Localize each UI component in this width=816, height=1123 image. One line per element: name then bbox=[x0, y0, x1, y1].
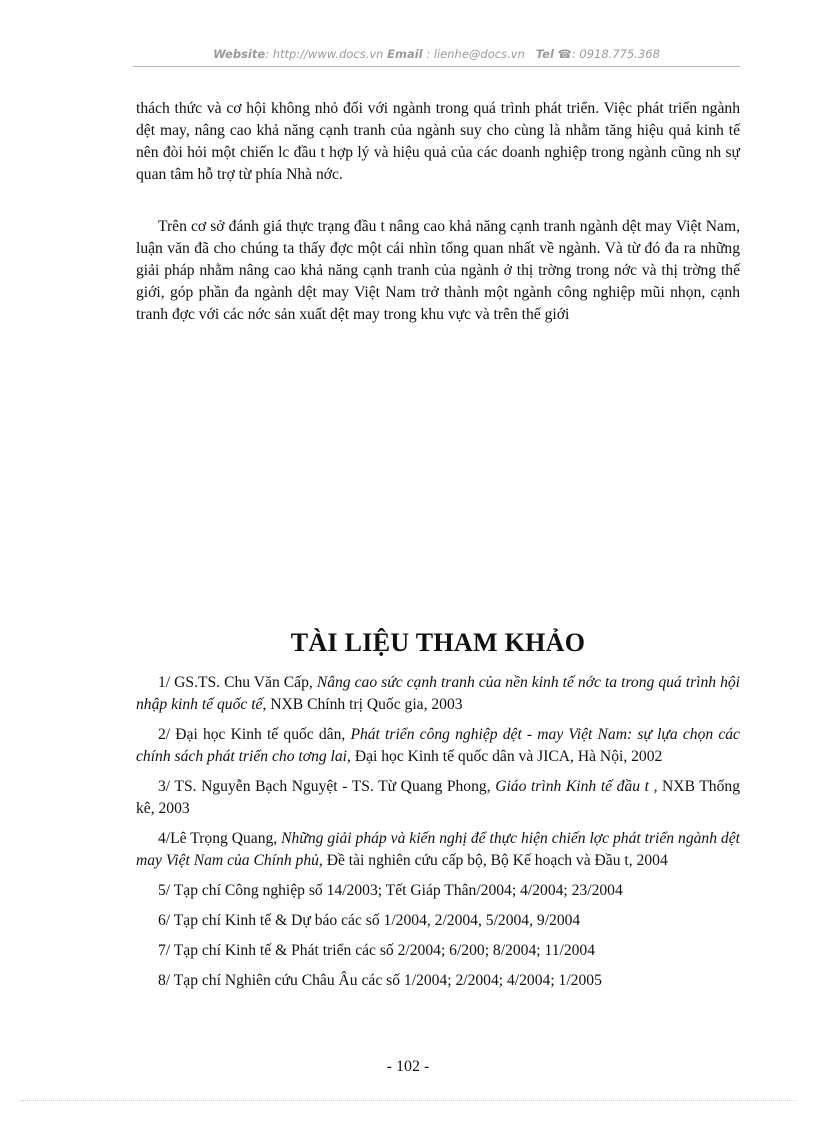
reference-title: Phát triển công nghiệp dệt - may Việt Nam: sự lựa chọn các chính sách phát triển cho tơng lai bbox=[136, 726, 740, 765]
body-paragraph-2: Trên cơ sở đánh giá thực trạng đầu t nâng cao khả năng cạnh tranh ngành dệt may Việt Nam, luận văn đã cho chúng ta thấy đợc một cái nhìn tổng quan nhất về ngành. Và từ đó đa ra những giải pháp nhằm nâng cao khả năng cạnh tranh của ngành ở thị trờng trong nớc và thị trờng thế giới, góp phần đa ngành dệt may Việt Nam trở thành một ngành công nghiệp mũi nhọn, cạnh tranh đợc với các nớc sản xuất dệt may trong khu vực và trên thế giới bbox=[136, 218, 740, 323]
reference-item bbox=[136, 880, 740, 902]
reference-item bbox=[136, 970, 740, 992]
reference-title: Giáo trình Kinh tế đầu t bbox=[495, 778, 654, 795]
reference-author: 3/ TS. Nguyễn Bạch Nguyệt - TS. Từ Quang Phong, bbox=[158, 778, 496, 795]
reference-item bbox=[136, 910, 740, 932]
footer-divider bbox=[20, 1100, 796, 1101]
reference-item bbox=[136, 672, 740, 716]
reference-text: 8/ Tạp chí Nghiên cứu Châu Âu các số 1/2004; 2/2004; 4/2004; 1/2005 bbox=[158, 972, 602, 989]
header-divider bbox=[133, 66, 740, 67]
reference-text: 7/ Tạp chí Kinh tế & Phát triển các số 2/2004; 6/200; 8/2004; 11/2004 bbox=[158, 942, 596, 959]
website-value[interactable]: : http://www.docs.vn bbox=[265, 47, 384, 61]
reference-item bbox=[136, 828, 740, 872]
reference-publisher: , NXB Thống kê, 2003 bbox=[136, 778, 740, 817]
references-title: TÀI LIỆU THAM KHẢO bbox=[290, 628, 586, 657]
reference-title: Nâng cao sức cạnh tranh của nền kinh tế nớc ta trong quá trình hội nhập kinh tế quốc tế bbox=[136, 674, 740, 713]
tel-value: : 0918.775.368 bbox=[571, 47, 660, 61]
reference-author: 1/ GS.TS. Chu Văn Cấp, bbox=[158, 674, 317, 691]
reference-publisher: , Đề tài nghiên cứu cấp bộ, Bộ Kế hoạch và Đầu t, 2004 bbox=[318, 852, 668, 869]
phone-icon: ☎ bbox=[557, 47, 572, 61]
references-list bbox=[136, 672, 740, 1000]
reference-title: Những giải pháp và kiến nghị để thực hiện chiến lợc phát triển ngành dệt may Việt Nam của Chính phủ bbox=[136, 830, 740, 869]
reference-publisher: , NXB Chính trị Quốc gia, 2003 bbox=[262, 696, 463, 713]
reference-item bbox=[136, 940, 740, 962]
reference-author: 2/ Đại học Kinh tế quốc dân, bbox=[158, 726, 351, 743]
email-label: Email bbox=[387, 47, 423, 61]
page-number: - 102 - bbox=[386, 1058, 430, 1075]
body-paragraph-1: thách thức và cơ hội không nhỏ đối với ngành trong quá trình phát triển. Việc phát triển ngành dệt may, nâng cao khả năng cạnh tranh của ngành suy cho cùng là nhằm tăng hiệu quả kinh tế nên đòi hỏi một chiến lc đầu t hợp lý và hiệu quả của các doanh nghiệp trong ngành cũng nh sự quan tâm hỗ trợ từ phía Nhà nớc. bbox=[136, 100, 740, 183]
reference-publisher: , Đại học Kinh tế quốc dân và JICA, Hà Nội, 2002 bbox=[347, 748, 663, 765]
email-value[interactable]: : lienhe@docs.vn bbox=[422, 47, 525, 61]
website-label: Website bbox=[213, 47, 266, 61]
reference-item bbox=[136, 724, 740, 768]
reference-text: 6/ Tạp chí Kinh tế & Dự báo các số 1/2004, 2/2004, 5/2004, 9/2004 bbox=[158, 912, 581, 929]
reference-text: 5/ Tạp chí Công nghiệp số 14/2003; Tết Giáp Thân/2004; 4/2004; 23/2004 bbox=[158, 882, 623, 899]
tel-label: Tel bbox=[535, 47, 554, 61]
reference-author: 4/Lê Trọng Quang, bbox=[158, 830, 282, 847]
reference-item bbox=[136, 776, 740, 820]
page-header bbox=[133, 47, 740, 61]
